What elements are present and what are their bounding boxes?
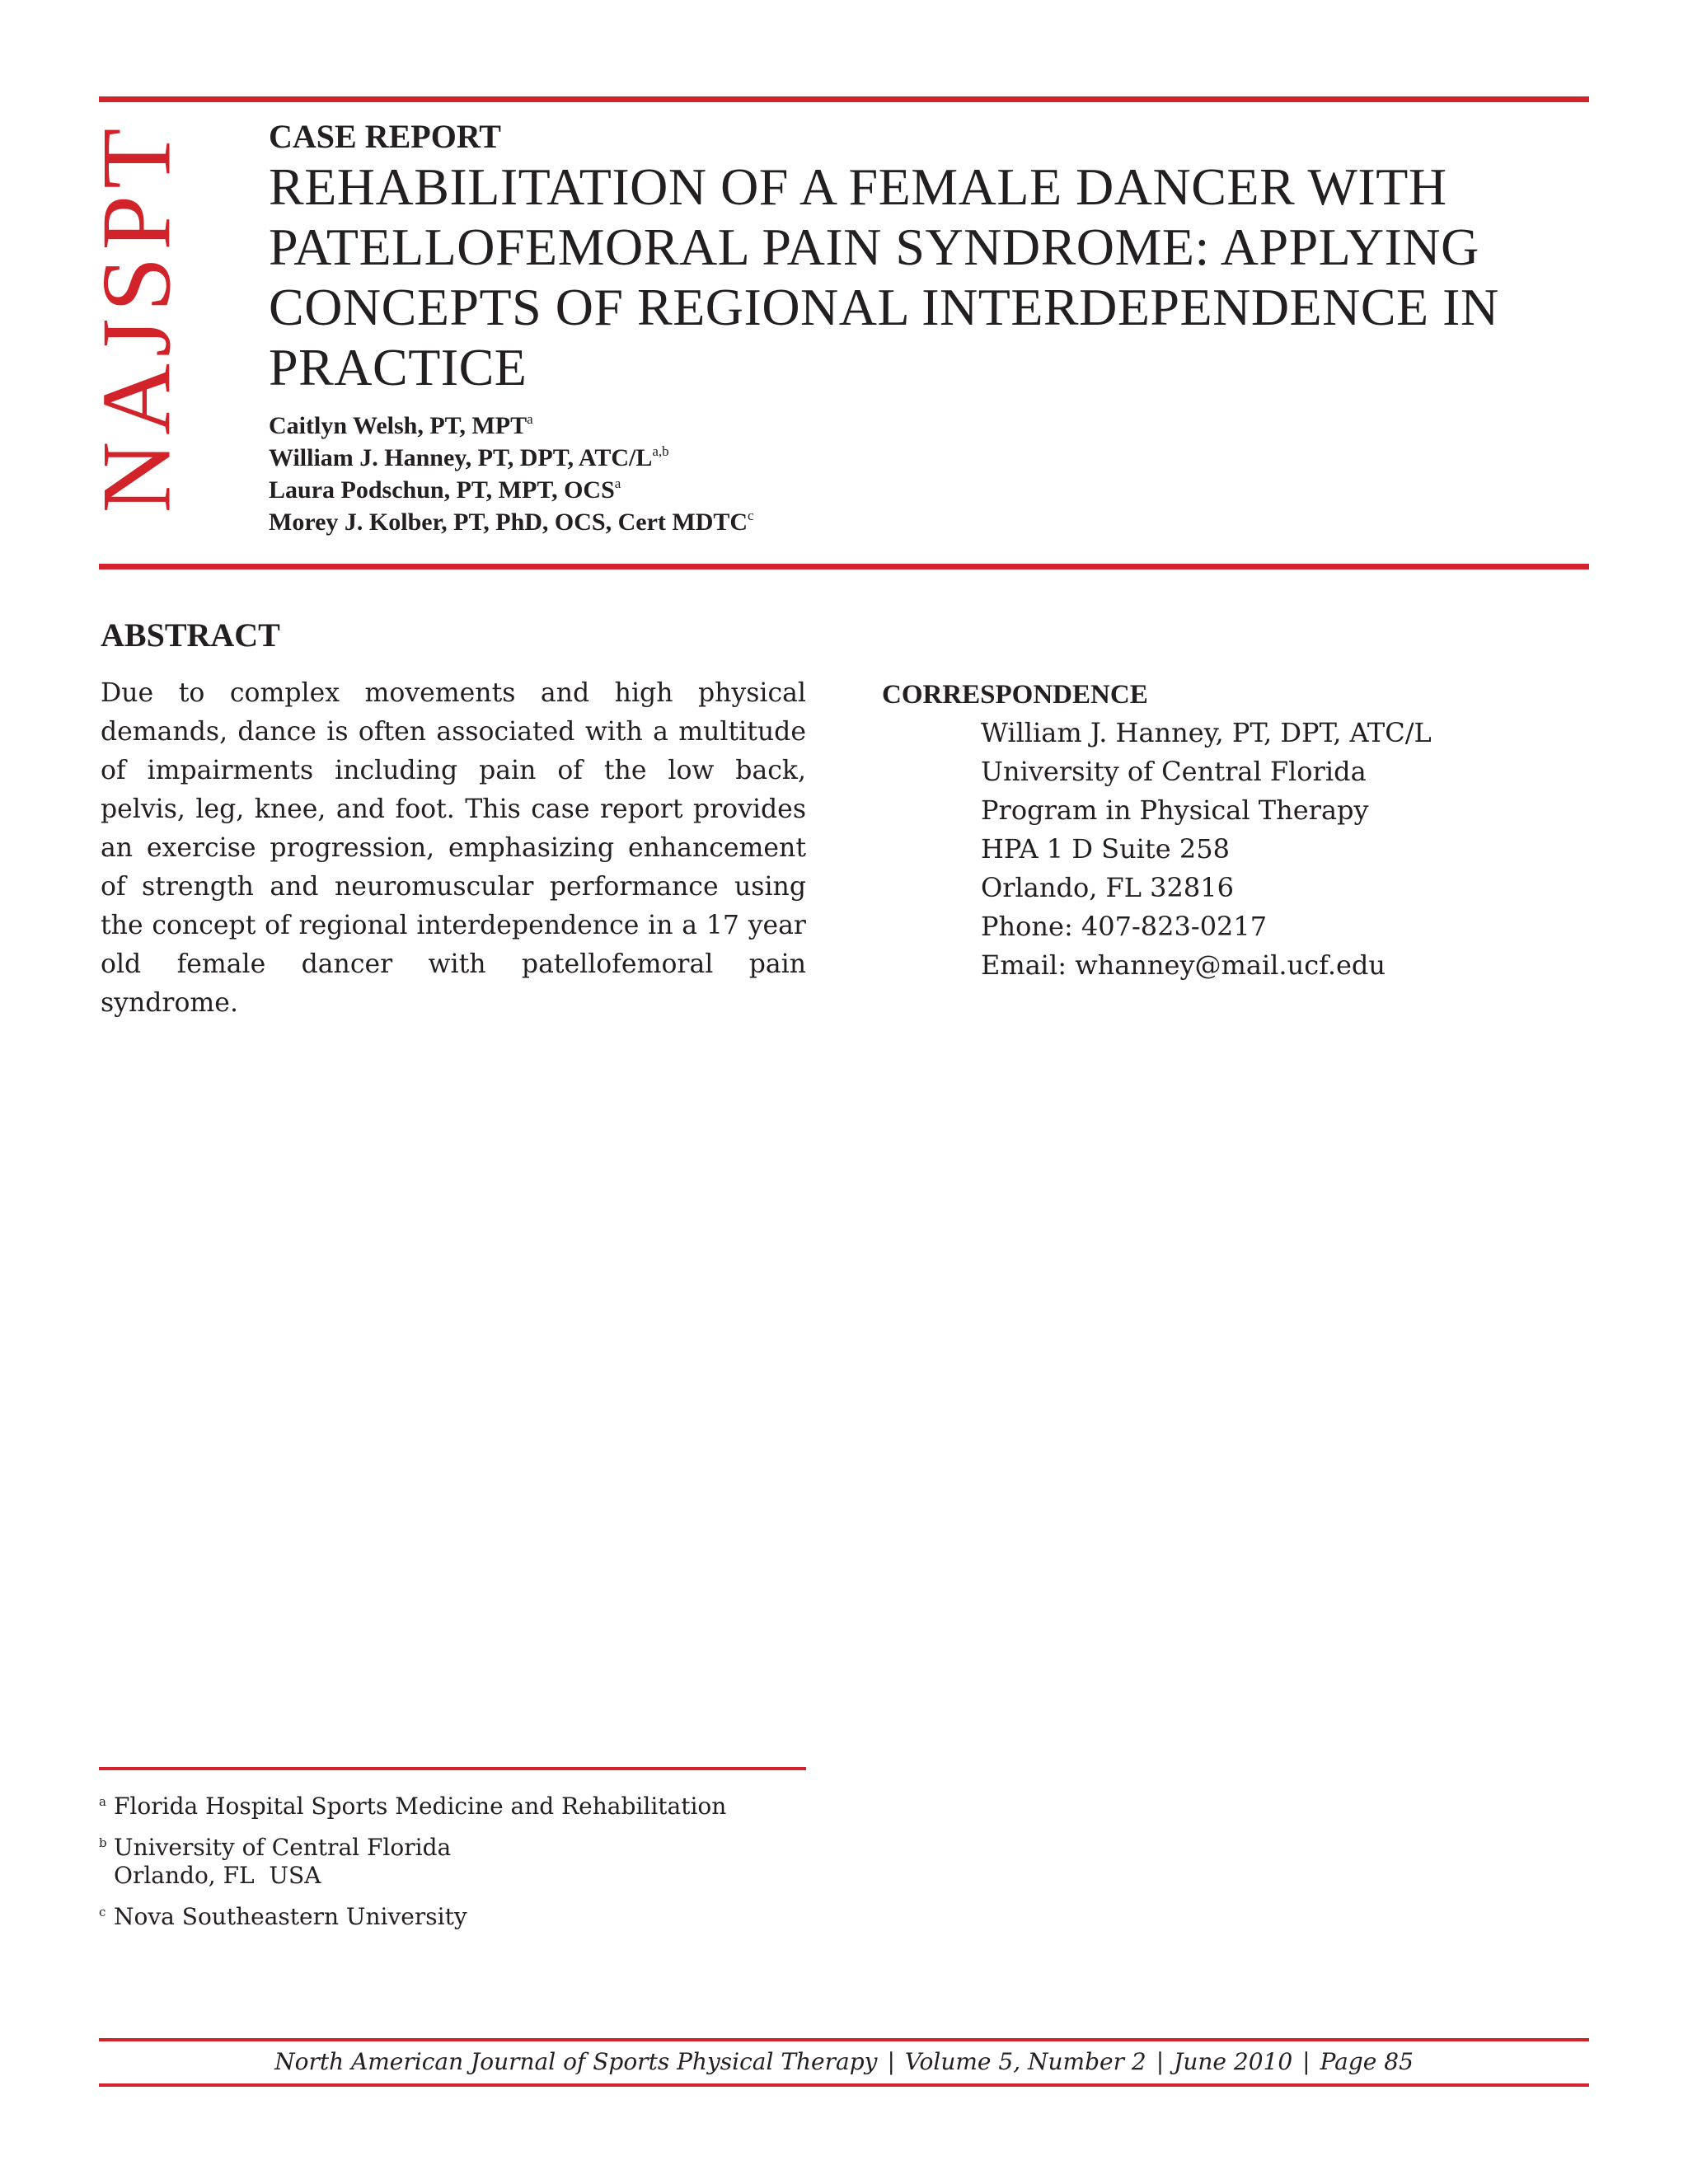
correspondence-heading: CORRESPONDENCE	[882, 680, 1148, 710]
affiliation-c: c Nova Southeastern University	[99, 1903, 467, 1930]
page-footer	[99, 2046, 1589, 2079]
title-line: CONCEPTS OF REGIONAL INTERDEPENDENCE IN	[269, 278, 1499, 336]
author-list	[269, 410, 754, 538]
author-name: William J. Hanney, PT, DPT, ATC/L	[269, 444, 653, 471]
correspondence-email[interactable]: Email: whanney@mail.ucf.edu	[981, 949, 1386, 981]
correspondence-city: Orlando, FL 32816	[981, 872, 1234, 903]
author-affiliation-mark: a	[527, 411, 533, 427]
correspondence-phone: Phone: 407-823-0217	[981, 911, 1268, 942]
title-line: PRACTICE	[269, 338, 528, 396]
author-affiliation-mark: c	[748, 508, 754, 523]
footer-separator: |	[1302, 2048, 1311, 2075]
affiliation-line: Orlando, FL USA	[114, 1862, 321, 1889]
footer-volume: Volume 5, Number 2	[904, 2048, 1146, 2075]
affiliation-line: Nova Southeastern University	[114, 1903, 467, 1930]
article-type: CASE REPORT	[269, 118, 501, 155]
abstract-heading: ABSTRACT	[101, 616, 280, 654]
author-name: Laura Podschun, PT, MPT, OCS	[269, 476, 615, 504]
affiliation-line: University of Central Florida	[114, 1834, 452, 1861]
affiliation-a: a Florida Hospital Sports Medicine and Rehabilitation	[99, 1793, 727, 1820]
footer-separator: |	[887, 2048, 895, 2075]
correspondence-name: William J. Hanney, PT, DPT, ATC/L	[981, 717, 1432, 748]
footer-top-rule	[99, 2038, 1589, 2041]
correspondence-department: Program in Physical Therapy	[981, 794, 1369, 826]
footer-bottom-rule	[99, 2083, 1589, 2087]
title-line: REHABILITATION OF A FEMALE DANCER WITH	[269, 157, 1447, 216]
article-title	[269, 157, 1554, 397]
footer-date: June 2010	[1174, 2048, 1293, 2075]
author-affiliation-mark: a	[614, 476, 621, 491]
author-entry	[269, 474, 754, 506]
affiliation-b: b University of Central Florida Orlando, FL USA	[99, 1834, 452, 1889]
journal-logo	[81, 120, 191, 515]
footer-page: Page 85	[1320, 2048, 1414, 2075]
author-entry	[269, 410, 754, 442]
header-bottom-rule	[99, 564, 1589, 569]
footnote-rule	[99, 1767, 806, 1770]
correspondence-block	[981, 714, 1432, 985]
author-entry	[269, 506, 754, 538]
journal-logo-text: NAJSPT	[81, 121, 191, 513]
abstract-text: Due to complex movements and high physical demands, dance is often associated with a multitude of impairments including pain of the low back, pelvis, leg, knee, and foot. This case report provides an exercise progression, emphasizing enhancement of strength and neuromuscular performance using the concept of regional interdependence in a 17 year old female dancer with patellofemoral pain syndrome.	[101, 678, 806, 1018]
author-name: Caitlyn Welsh, PT, MPT	[269, 412, 528, 439]
affiliation-line: Florida Hospital Sports Medicine and Rehabilitation	[114, 1793, 727, 1820]
footer-separator: |	[1156, 2048, 1165, 2075]
author-name: Morey J. Kolber, PT, PhD, OCS, Cert MDTC	[269, 509, 748, 536]
author-entry	[269, 442, 754, 474]
correspondence-institution: University of Central Florida	[981, 756, 1367, 787]
header-top-rule	[99, 96, 1589, 102]
footer-journal: North American Journal of Sports Physical Therapy	[274, 2048, 878, 2075]
correspondence-address: HPA 1 D Suite 258	[981, 833, 1230, 865]
author-affiliation-mark: a,b	[652, 443, 669, 459]
title-line: PATELLOFEMORAL PAIN SYNDROME: APPLYING	[269, 218, 1479, 276]
